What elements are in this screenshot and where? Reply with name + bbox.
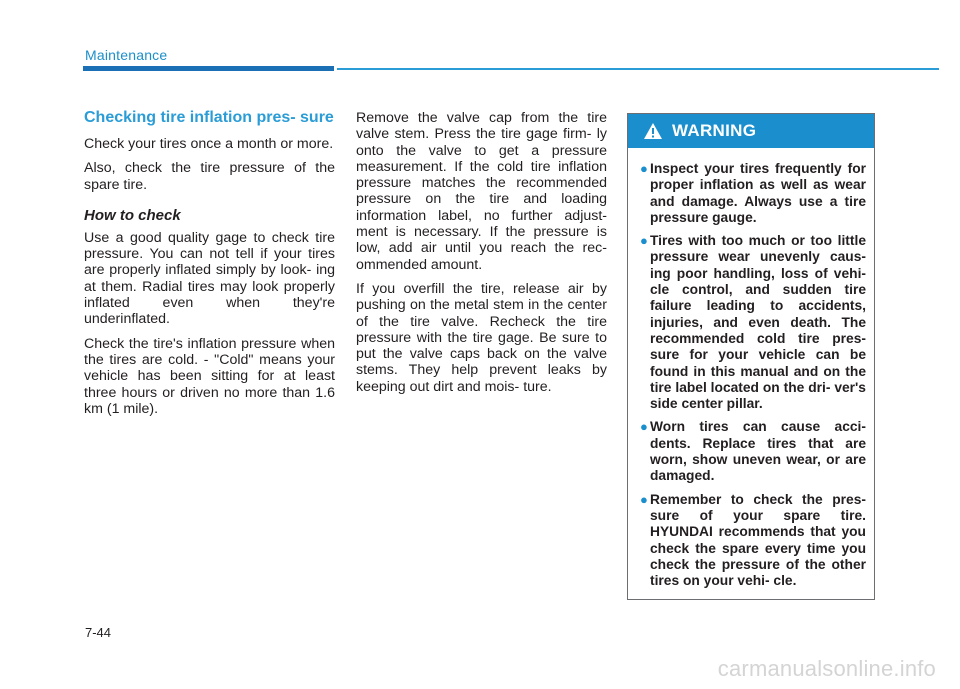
paragraph-spare-tire: Also, check the tire pressure of the spare tire. [84, 160, 335, 193]
header-rule-light [337, 68, 939, 70]
middle-column [356, 110, 607, 403]
bullet-icon: ● [640, 233, 648, 249]
warning-item: ● Worn tires can cause acci- dents. Replace tires that are worn, show uneven wear, or are damaged. [640, 419, 866, 484]
warning-item: ● Remember to check the pres- sure of your spare tire. HYUNDAI recommends that you check the spare every time you check the pressure of the other tires on your vehi- cle. [640, 491, 866, 589]
warning-header [628, 114, 874, 148]
bullet-icon: ● [640, 491, 648, 507]
header-rule-dark [83, 66, 334, 71]
warning-item: ● Tires with too much or too little pressure wear unevenly caus- ing poor handling, loss of vehi- cle control, and sudden tire failure leading to accidents, injuries, and even death. The recommended cold tire pres- sure for your vehicle can be found in this manual and on the tire label located on the dri- ver's side center pillar. [640, 233, 866, 412]
paragraph-valve-cap: Remove the valve cap from the tire valve stem. Press the tire gage firm- ly onto the valve to get a pressure measurement. If the cold tire inflation pressure matches the recommended pressure on the tire and loading information label, no further adjust- ment is necessary. If the pressure is low, add air until you reach the rec- ommended amount. [356, 110, 607, 273]
paragraph-overfill: If you overfill the tire, release air by pushing on the metal stem in the center of the tire valve. Recheck the tire pressure with the tire gage. Be sure to put the valve caps back on the valve stems. They help prevent leaks by keeping out dirt and mois- ture. [356, 280, 607, 395]
subheading-how-to-check: How to check [84, 206, 181, 224]
bullet-icon: ● [640, 419, 648, 435]
warning-title: WARNING [672, 121, 757, 140]
page-number: 7-44 [85, 625, 112, 640]
warning-item: ● Inspect your tires frequently for proper inflation as well as wear and damage. Always use a tire pressure gauge. [640, 161, 866, 225]
paragraph-cold-tires: Check the tire's inflation pressure when the tires are cold. - "Cold" means your vehicle has been sitting for at least three hours or driven no more than 1.6 km (1 mile). [84, 335, 335, 417]
warning-triangle-icon [643, 122, 663, 140]
watermark: carmanualsonline.info [717, 656, 936, 681]
warning-box [627, 113, 875, 600]
paragraph-gage: Use a good quality gage to check tire pressure. You can not tell if your tires are properly inflated simply by look- ing at them. Radial tires may look properly inflated even when they're underinflated. [84, 229, 335, 328]
warning-list [628, 148, 874, 589]
left-column [84, 110, 335, 425]
section-heading: Checking tire inflation pres- sure [84, 109, 334, 126]
section-label: Maintenance [85, 47, 168, 63]
paragraph-monthly-check: Check your tires once a month or more. [84, 136, 334, 152]
bullet-icon: ● [640, 161, 648, 176]
